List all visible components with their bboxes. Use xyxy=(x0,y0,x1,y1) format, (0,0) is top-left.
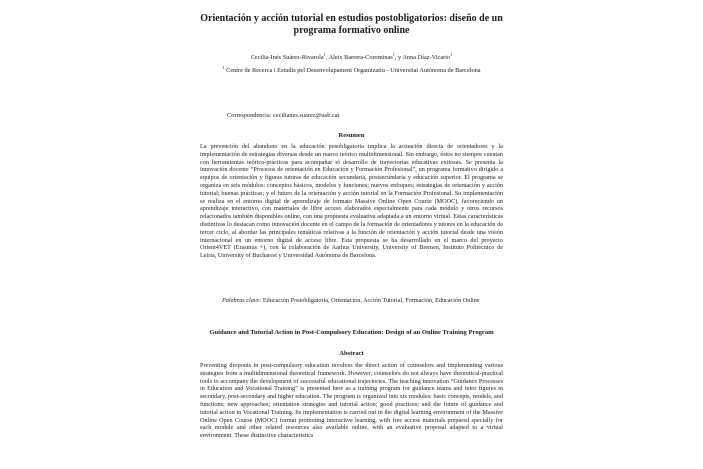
author-affiliation-mark: 1 xyxy=(450,51,453,57)
author-name: Cecilia-Inés Suárez-Rivarola xyxy=(250,54,324,61)
author-separator: , y xyxy=(394,54,403,61)
affiliation-mark: 1 xyxy=(222,64,225,70)
resumen-heading: Resumen xyxy=(338,132,365,139)
author-separator: , xyxy=(325,54,329,61)
abstract-paragraph: Preventing dropouts in post-compulsory education involves the direct action of counselors and implementing various strategies from a multidimensional theoretical framework. However, counselors do not always have theoretical-practical tools to accompany the development of successful educational trajectories. The teaching innovation “Guidance Processes in Education and Vocational Training” is presented here as a training program for guidance teams and tutor figures in secondary, post-secondary and higher education. The program is organized into six modules: basic concepts, models, and functions; new approaches; orientation strategies and tutorial action; good practices; and the future of guidance and tutorial action in Vocational Training. Its implementation is carried out in the digital learning environment of the Massive Online Open Course (MOOC) format promoting interactive learning, with free access materials prepared specially for each module and other related resources also available online, with an evaluative proposal adapted to a virtual environment. These distinctive characteristics xyxy=(200,362,503,440)
author-affiliation-mark: 1 xyxy=(392,51,395,57)
correspondence-line: Correspondencia: cecilianes.suarez@uab.cat xyxy=(227,112,340,119)
resumen-paragraph: La prevención del abandono en la educación posobligatoria implica la actuación directa de orientadores y la implementación de estrategias diversas desde un marco teórico multidimensional. Sin embargo, éstos no siempre cuentan con herramientas teórico-prácticas para acompañar el desarrollo de trayectorias educativas exitosas. Se presenta la innovación docente “Procesos de orientación en Educación y Formación Profesional”, un programa formativo dirigido a equipos de orientación y figuras tutoras de educación secundaria, postsecundaria y educación superior. El programa se organiza en seis módulos: conceptos básicos, modelos y funciones; nuevos enfoques; estrategias de orientación y acción tutorial; buenas prácticas; y el futuro de la orientación y acción tutorial en la Formación Profesional. Su implementación se realiza en el entorno digital de aprendizaje de formato Massive Online Open Course (MOOC), favoreciendo un aprendizaje interactivo, con materiales de libre acceso elaborados especialmente para cada módulo y otros recursos relacionados también disponibles online, con una propuesta evaluativa adaptada a un entorno virtual. Estas características distintivas lo destacan como innovación docente en el campo de la formación de orientadores y tutores en la educación de tercer ciclo, al abordar las principales temáticas relativas a la función de orientación y acción tutorial desde una visión internacional en un entorno digital de acceso libre. Esta propuesta se ha desarrollado en el marco del proyecto Orient4VET (Erasmus +), con la colaboración de Aarhus University, University of Bremen, Instituto Politécnico de Leiria, University of Bucharest y Universidad Autónoma de Barcelona. xyxy=(200,143,503,260)
author-name: Anna Díaz-Vicario xyxy=(402,54,451,61)
affiliation xyxy=(200,64,503,76)
author-name: Aleix Barrera-Corominas xyxy=(328,54,393,61)
keywords-text: Educación Postobligatoria, Orientación, Acción Tutorial, Formación, Educación Online xyxy=(262,297,480,304)
affiliation-text: Centre de Recerca i Estudis pel Desenvolupament Organitzatiu - Universitat Autònoma de Barcelona xyxy=(226,67,481,74)
author-list xyxy=(180,51,523,62)
keywords-label: Palabras clave: xyxy=(222,297,262,304)
english-title: Guidance and Tutorial Action in Post-Compulsory Education: Design of an Online Training Program xyxy=(209,329,494,336)
author-affiliation-mark: 1 xyxy=(323,51,326,57)
abstract-heading: Abstract xyxy=(339,350,364,357)
keywords-line xyxy=(200,297,503,305)
paper-title: Orientación y acción tutorial en estudios postobligatorios: diseño de un programa formativo online xyxy=(200,13,503,36)
